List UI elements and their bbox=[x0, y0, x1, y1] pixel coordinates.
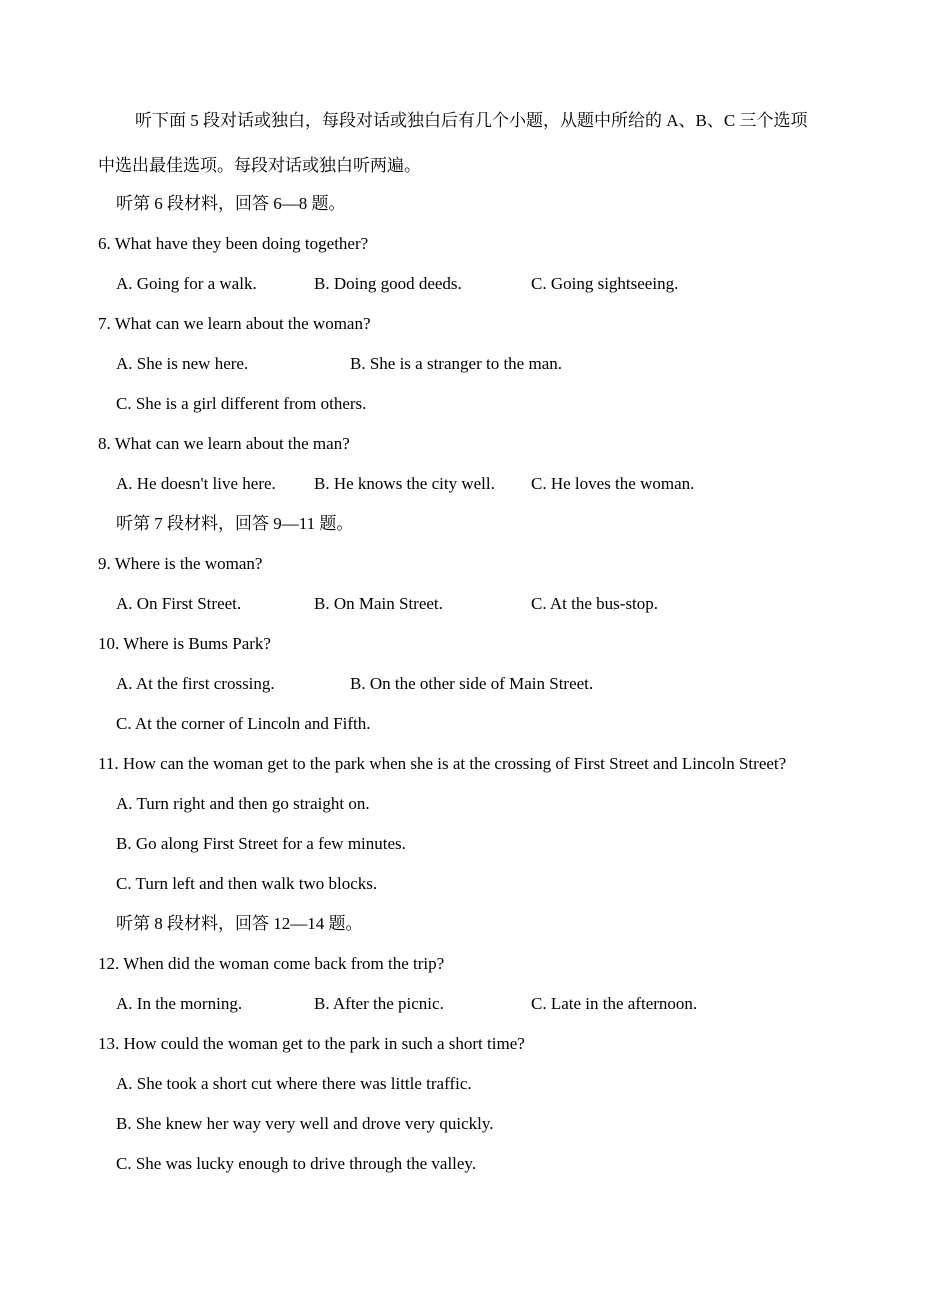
question-options-12 bbox=[0, 993, 950, 1015]
question-options-9 bbox=[0, 593, 950, 615]
intro-line-2: 中选出最佳选项。每段对话或独白听两遍。 bbox=[98, 156, 421, 175]
option-b: B. Go along First Street for a few minutes. bbox=[116, 834, 406, 853]
option-a: A. Going for a walk. bbox=[116, 274, 257, 293]
option-c: C. She is a girl different from others. bbox=[116, 394, 367, 413]
option-a: A. Turn right and then go straight on. bbox=[116, 794, 370, 813]
option-c: C. At the corner of Lincoln and Fifth. bbox=[116, 714, 371, 733]
question-stem-8: 8. What can we learn about the man? bbox=[98, 434, 350, 453]
option-a: A. She took a short cut where there was little traffic. bbox=[116, 1074, 472, 1093]
intro-line-1: 听下面 5 段对话或独白，每段对话或独白后有几个小题，从题中所给的 A、B、C 三个选项 bbox=[135, 111, 808, 130]
question-stem-10: 10. Where is Bums Park? bbox=[98, 634, 271, 653]
option-c: C. She was lucky enough to drive through the valley. bbox=[116, 1154, 477, 1173]
option-c: C. Late in the afternoon. bbox=[531, 994, 698, 1013]
section-header: 听第 7 段材料，回答 9—11 题。 bbox=[116, 514, 354, 533]
option-a: A. At the first crossing. bbox=[116, 674, 275, 693]
option-a: A. She is new here. bbox=[116, 354, 249, 373]
question-options-10 bbox=[0, 673, 950, 695]
option-c: C. Going sightseeing. bbox=[531, 274, 679, 293]
option-a: A. On First Street. bbox=[116, 594, 242, 613]
option-b: B. He knows the city well. bbox=[314, 474, 495, 493]
option-a: A. He doesn't live here. bbox=[116, 474, 276, 493]
section-header: 听第 8 段材料，回答 12—14 题。 bbox=[116, 914, 363, 933]
option-c: C. At the bus-stop. bbox=[531, 594, 659, 613]
question-options-7 bbox=[0, 353, 950, 375]
question-stem-9: 9. Where is the woman? bbox=[98, 554, 263, 573]
question-stem-13: 13. How could the woman get to the park in such a short time? bbox=[98, 1034, 525, 1053]
option-c: C. He loves the woman. bbox=[531, 474, 695, 493]
question-stem-7: 7. What can we learn about the woman? bbox=[98, 314, 371, 333]
option-b: B. After the picnic. bbox=[314, 994, 444, 1013]
option-b: B. On Main Street. bbox=[314, 594, 443, 613]
option-c: C. Turn left and then walk two blocks. bbox=[116, 874, 378, 893]
option-b: B. She knew her way very well and drove very quickly. bbox=[116, 1114, 494, 1133]
question-stem-11: 11. How can the woman get to the park when she is at the crossing of First Street and Lincoln Street? bbox=[98, 754, 787, 773]
question-options-6 bbox=[0, 273, 950, 295]
option-b: B. Doing good deeds. bbox=[314, 274, 462, 293]
question-stem-6: 6. What have they been doing together? bbox=[98, 234, 369, 253]
option-b: B. On the other side of Main Street. bbox=[350, 674, 594, 693]
option-a: A. In the morning. bbox=[116, 994, 243, 1013]
question-options-8 bbox=[0, 473, 950, 495]
option-b: B. She is a stranger to the man. bbox=[350, 354, 562, 373]
section-header: 听第 6 段材料，回答 6—8 题。 bbox=[116, 194, 346, 213]
question-stem-12: 12. When did the woman come back from the trip? bbox=[98, 954, 445, 973]
